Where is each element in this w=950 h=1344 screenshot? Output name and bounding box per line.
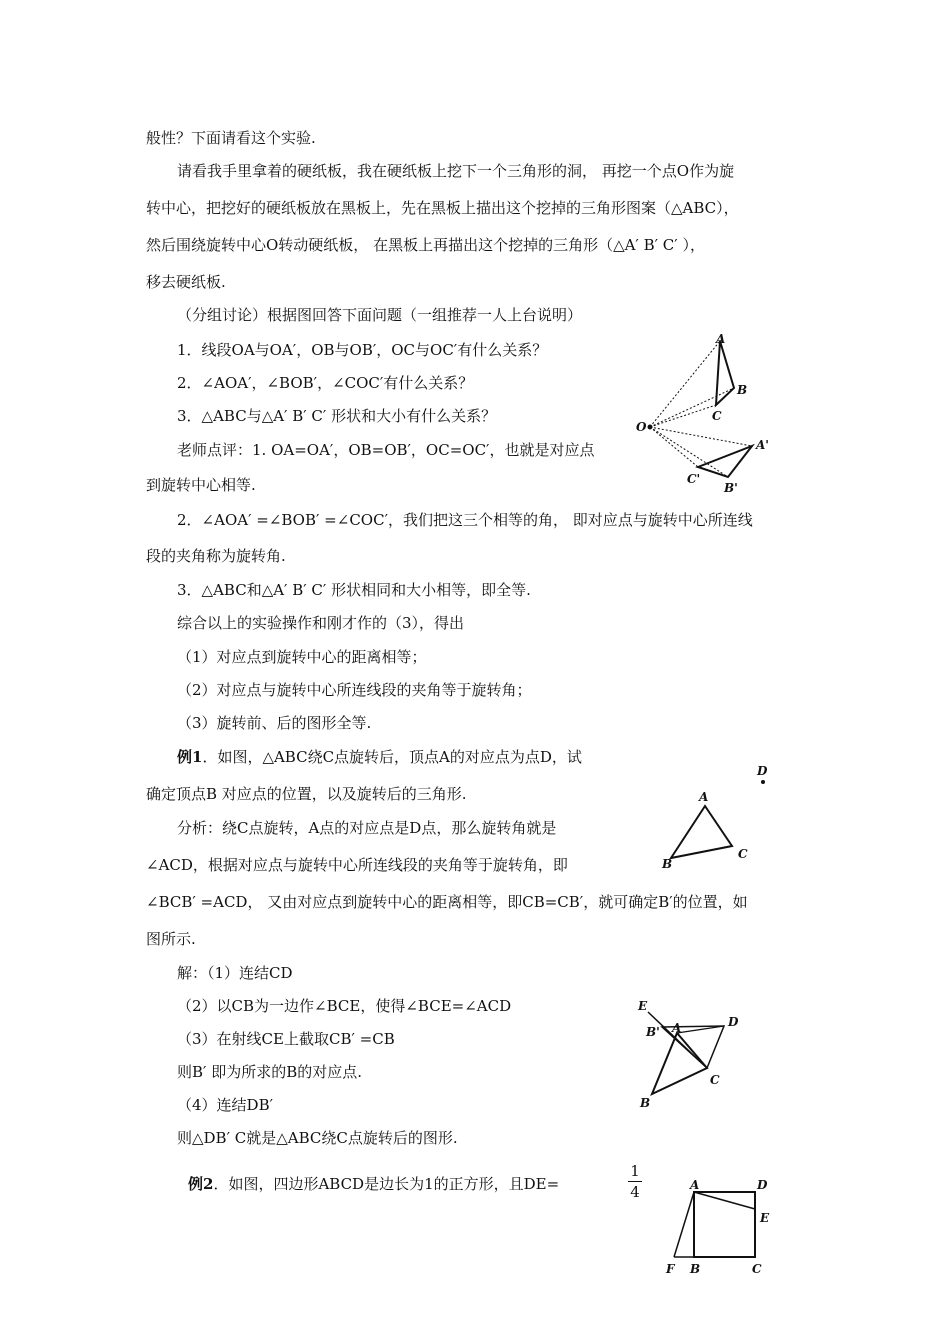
fig1-label-A: A <box>716 332 726 346</box>
fig3-label-E: E <box>638 999 648 1013</box>
fig1-label-A-prime: A' <box>756 438 769 452</box>
text-line: 图所示. <box>146 930 196 948</box>
text-line: 老师点评：1. OA=OA′，OB=OB′，OC=OC′，也就是对应点 <box>177 441 595 459</box>
solution-step: 则B′ 即为所求的B的对应点. <box>177 1063 362 1081</box>
text-line: ∠BCB′ =ACD， 又由对应点到旋转中心的距离相等，即CB=CB′，就可确定B′的位置，如 <box>146 893 748 911</box>
fig3-label-A: A <box>672 1021 682 1035</box>
solution-step: 则△DB′ C就是△ABC绕C点旋转后的图形. <box>177 1129 458 1147</box>
fig1-label-C: C <box>712 409 722 423</box>
solution-step: （4）连结DB′ <box>177 1096 273 1114</box>
solution-figure <box>632 996 757 1111</box>
fig2-label-C: C <box>738 847 748 861</box>
fig2-label-D: D <box>757 764 768 778</box>
text-line: 请看我手里拿着的硬纸板，我在硬纸板上挖下一个三角形的洞， 再挖一个点O作为旋 <box>177 162 735 180</box>
question-2: 2．∠AOA′，∠BOB′，∠COC′有什么关系？ <box>177 374 474 392</box>
example-1-label: 例1 <box>177 748 203 766</box>
example-1-text <box>177 747 582 767</box>
property-3: （3）旋转前、后的图形全等. <box>177 714 372 732</box>
fraction-denominator: 4 <box>630 1183 640 1201</box>
text-line: 转中心，把挖好的硬纸板放在黑板上，先在黑板上描出这个挖掉的三角形图案（△ABC）， <box>146 199 739 217</box>
fig4-label-F: F <box>666 1262 675 1276</box>
fig3-label-B-prime: B' <box>646 1025 660 1039</box>
text-line: 2．∠AOA′ =∠BOB′ =∠COC′，我们把这三个相等的角， 即对应点与旋转中心所连线 <box>177 511 753 529</box>
fig4-label-A: A <box>690 1178 700 1192</box>
text-line: 般性？下面请看这个实验. <box>146 129 316 147</box>
text-line: 综合以上的实验操作和刚才作的（3），得出 <box>177 614 465 632</box>
text-line: 3．△ABC和△A′ B′ C′ 形状相同和大小相等，即全等. <box>177 581 531 599</box>
text-line: 段的夹角称为旋转角. <box>146 547 286 565</box>
rotation-figure <box>630 330 780 500</box>
fig3-label-B: B <box>640 1096 651 1110</box>
fig1-label-B-prime: B' <box>724 481 738 495</box>
fraction-bar <box>628 1181 642 1182</box>
text-line: ∠ACD，根据对应点与旋转中心所连线段的夹角等于旋转角，即 <box>146 856 568 874</box>
fig1-label-B: B <box>737 383 748 397</box>
fraction-one-quarter <box>628 1162 642 1201</box>
text-line: 然后围绕旋转中心O转动硬纸板， 在黑板上再描出这个挖掉的三角形（△A′ B′ C′ ）， <box>146 236 705 254</box>
fig1-label-C-prime: C' <box>687 472 701 486</box>
fig2-label-B: B <box>662 857 673 871</box>
fraction-numerator: 1 <box>630 1162 640 1180</box>
example-1-figure <box>660 758 770 870</box>
solution-step: （2）以CB为一边作∠BCE，使得∠BCE=∠ACD <box>177 997 512 1015</box>
text-line: 分析：绕C点旋转，A点的对应点是D点，那么旋转角就是 <box>177 819 557 837</box>
fig4-label-D: D <box>757 1178 768 1192</box>
fig1-label-O: O <box>636 420 647 434</box>
example-1-body: ．如图，△ABC绕C点旋转后，顶点A的对应点为点D，试 <box>202 748 582 766</box>
text-line: 确定顶点B 对应点的位置，以及旋转后的三角形. <box>146 785 467 803</box>
solution-step: （3）在射线CE上截取CB′ =CB <box>177 1030 395 1048</box>
fig4-label-B: B <box>690 1262 701 1276</box>
solution-step: 解：（1）连结CD <box>177 964 293 982</box>
property-2: （2）对应点与旋转中心所连线段的夹角等于旋转角； <box>177 681 532 699</box>
fig4-label-C: C <box>752 1262 762 1276</box>
square-figure <box>660 1172 780 1277</box>
property-1: （1）对应点到旋转中心的距离相等； <box>177 648 427 666</box>
fig2-label-A: A <box>699 790 709 804</box>
question-1: 1．线段OA与OA′，OB与OB′，OC与OC′有什么关系？ <box>177 341 548 359</box>
text-line: 移去硬纸板. <box>146 273 226 291</box>
example-2-body: ．如图，四边形ABCD是边长为1的正方形，且DE= <box>213 1175 560 1193</box>
fig4-label-E: E <box>760 1211 770 1225</box>
text-line: （分组讨论）根据图回答下面问题（一组推荐一人上台说明） <box>177 306 583 324</box>
example-2-label: 例2 <box>188 1175 214 1193</box>
question-3: 3．△ABC与△A′ B′ C′ 形状和大小有什么关系？ <box>177 407 497 425</box>
example-2-text <box>188 1174 559 1194</box>
text-line: 到旋转中心相等. <box>146 476 256 494</box>
fig3-label-C: C <box>710 1073 720 1087</box>
fig3-label-D: D <box>728 1015 739 1029</box>
